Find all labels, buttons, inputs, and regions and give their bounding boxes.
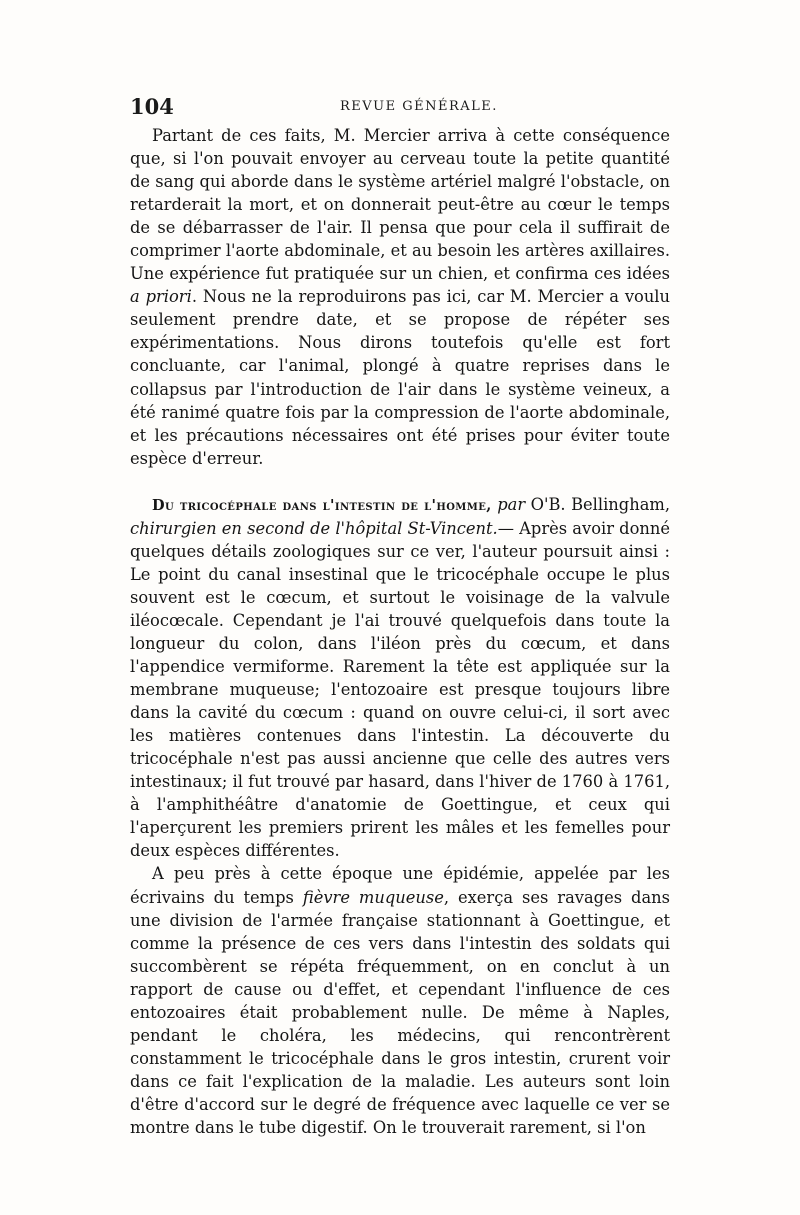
page-number: 104: [130, 94, 174, 119]
paragraph-mercier: [130, 124, 670, 470]
paragraph-epidemie: [130, 862, 670, 1139]
paragraph-3-end: , exerça ses ravages dans une division de l'armée française stationnant à Goettingue, et comme la présence de ces vers dans l'intestin des soldats qui succombèrent se répéta fréquemment, on en conclut à un rapport de cause ou d'effet, et cependant l'influence de ces entozoaires était probablement nulle. De même à Naples, pendant le choléra, les médecins, qui rencontrèrent constamment le tricocéphale dans le gros intestin, crurent voir dans ce fait l'explication de la maladie. Les auteurs sont loin d'être d'accord sur le degré de fréquence avec laquelle ce ver se montre dans le tube digestif. On le trouverait rarement, si l'on: [130, 887, 671, 1137]
running-head: REVUE GÉNÉRALE.: [340, 99, 498, 114]
paragraph-2-text: — Après avoir donné quelques détails zoologiques sur ce ver, l'auteur poursuit ainsi : Le point du canal insestinal que le tricocéphale occupe le plus souvent est le cœcum, et surtout le voisinage de la valvule iléocœcale. Cependant je l'ai trouvé quelquefois dans toute la longueur du colon, dans l'iléon près du cœcum, et dans l'appendice vermiforme. Rarement la tête est appliquée sur la membrane muqueuse; l'entozoaire est presque toujours libre dans la cavité du cœcum : quand on ouvre celui-ci, il sort avec les matières contenues dans l'intestin. La découverte du tricocéphale n'est pas aussi ancienne que celle des autres vers intestinaux; il fut trouvé par hasard, dans l'hiver de 1760 à 1761, à l'amphithéâtre d'anatomie de Goettingue, et ceux qui l'aperçurent les premiers prirent les mâles et les femelles pour deux espèces différentes.: [130, 518, 670, 861]
section-author: O'B. Bellingham,: [525, 494, 671, 514]
section-title: Du tricocéphale dans l'intestin de l'homme,: [152, 496, 492, 514]
paragraph-3-start: A peu près à cette époque une épidémie, appelée par les écrivains du temps: [130, 864, 670, 907]
page-header: [130, 94, 670, 118]
paragraph-3-italic: fièvre muqueuse: [302, 887, 444, 907]
section-author-role: chirurgien en second de l'hôpital St-Vincent.: [130, 518, 498, 538]
paragraph-1-text: Partant de ces faits, M. Mercier arriva à cette conséquence que, si l'on pouvait envoyer au cerveau toute la petite quantité de sang qui aborde dans le système artériel malgré l'obstacle, on retarderait la mort, et on donnerait peut-être au cœur le temps de se débarrasser de l'air. Il pensa que pour cela il suffirait de comprimer l'aorte abdominale, et au besoin les artères axillaires. Une expérience fut pratiquée sur un chien, et confirma ces idées: [130, 126, 670, 284]
paragraph-1-italic: a priori: [130, 287, 192, 307]
paragraph-tricocephale: [130, 493, 670, 863]
body-text: [130, 124, 670, 1139]
section-par: par: [497, 494, 526, 514]
paragraph-1-end: . Nous ne la reproduirons pas ici, car M. Mercier a voulu seulement prendre date, et se propose de répéter ses expérimentations. Nous dirons toutefois qu'elle est fort concluante, car l'animal, plongé à quatre reprises dans le collapsus par l'introduction de l'air dans le système veineux, a été ranimé quatre fois par la compression de l'aorte abdominale, et les précautions nécessaires ont été prises pour éviter toute espèce d'erreur.: [130, 287, 670, 468]
